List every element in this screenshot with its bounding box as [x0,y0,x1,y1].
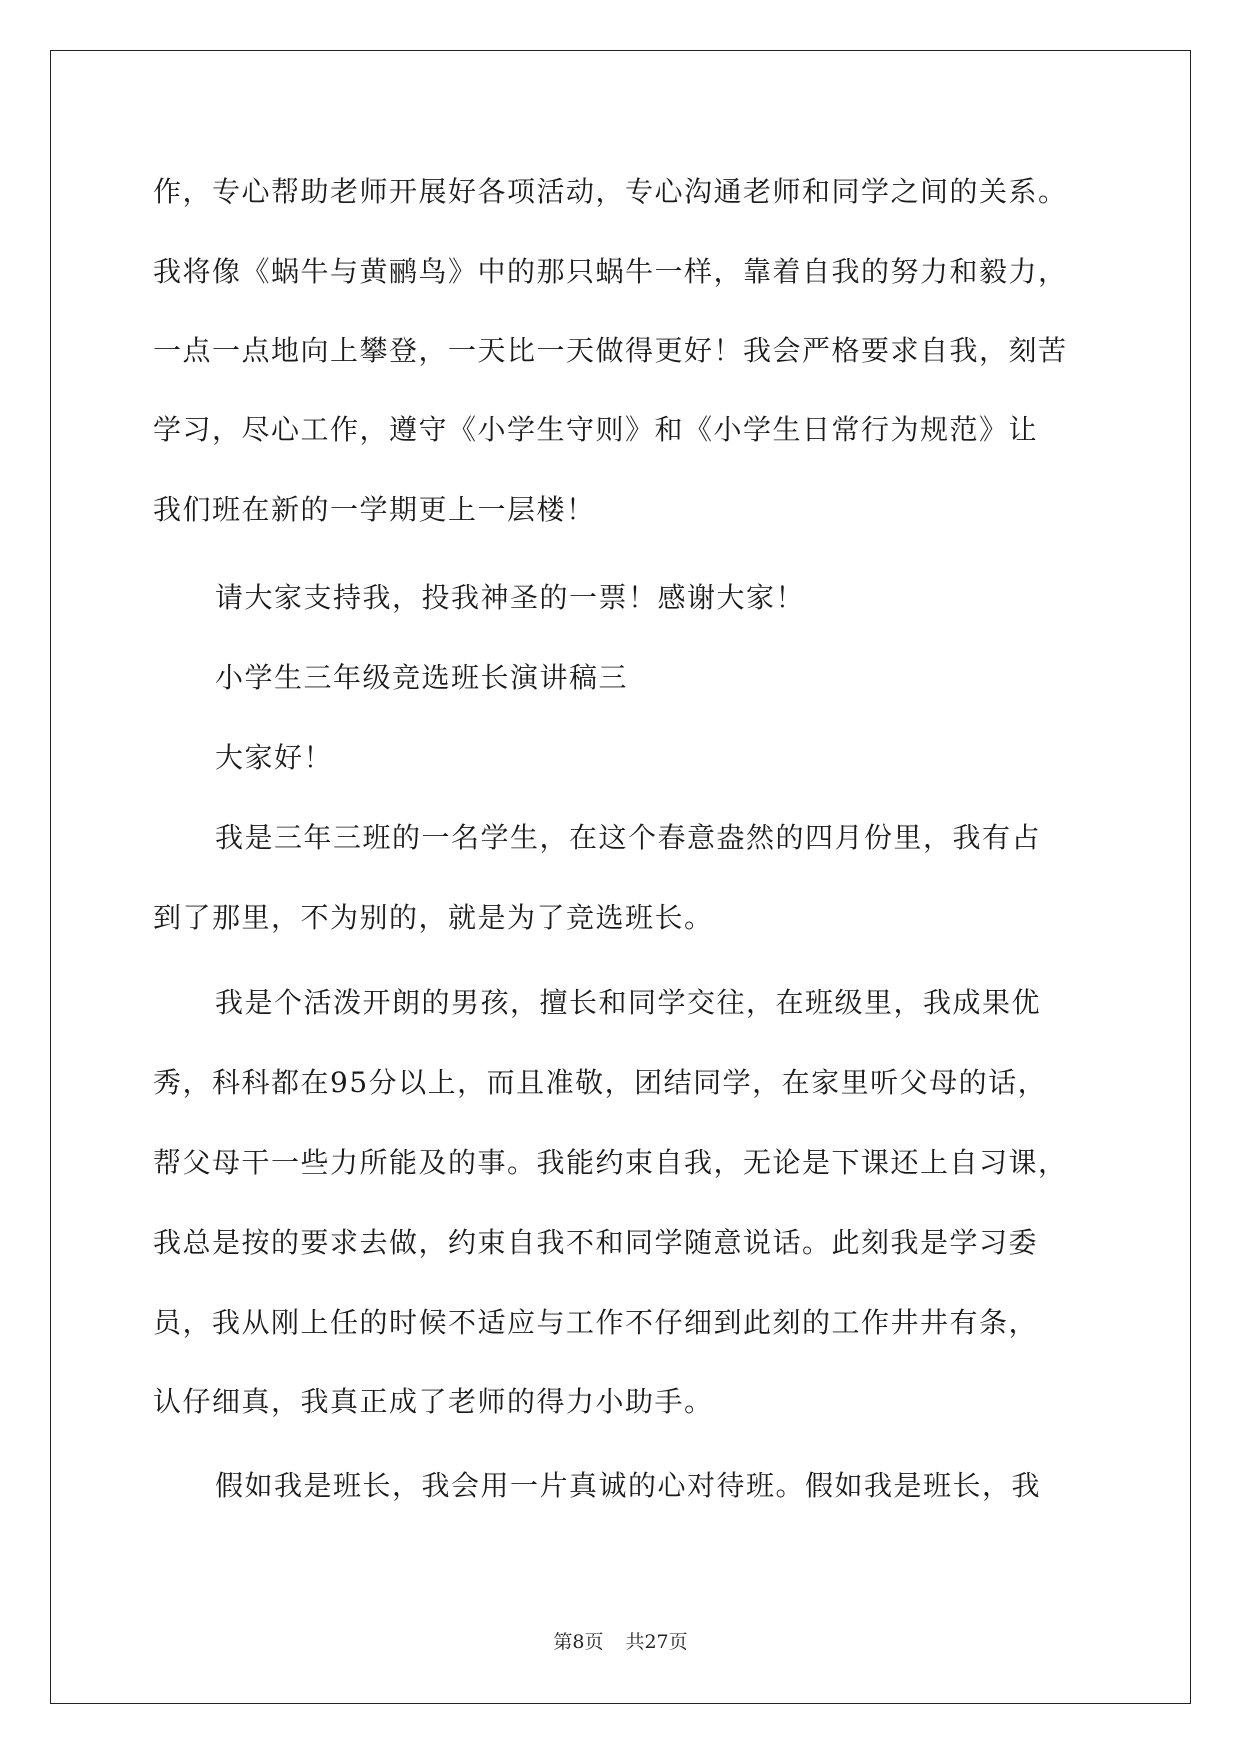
page-number-current: 第8页 [553,1631,604,1653]
paragraph-line: 我总是按的要求去做，约束自我不和同学随意说话。此刻我是学习委 [153,1226,1039,1259]
paragraph-line: 我是三年三班的一名学生，在这个春意盎然的四月份里，我有占 [215,821,1042,854]
paragraph-line: 作，专心帮助老师开展好各项活动，专心沟通老师和同学之间的关系。 [153,175,1068,208]
page-border [50,50,1191,1704]
paragraph-line: 请大家支持我，投我神圣的一票！感谢大家！ [215,581,806,614]
paragraph-line: 到了那里，不为别的，就是为了竞选班长。 [153,901,714,934]
paragraph-line: 假如我是班长，我会用一片真诚的心对待班。假如我是班长，我 [215,1469,1042,1502]
page-footer [0,1630,1241,1654]
paragraph-line: 一点一点地向上攀登，一天比一天做得更好！我会严格要求自我，刻苦 [153,334,1068,367]
paragraph-line: 员，我从刚上任的时候不适应与工作不仔细到此刻的工作井井有条， [153,1306,1039,1339]
page-number-total: 共27页 [625,1631,688,1653]
section-heading: 小学生三年级竞选班长演讲稿三 [215,661,629,694]
paragraph-line: 认仔细真，我真正成了老师的得力小助手。 [153,1385,714,1418]
paragraph-line: 秀，科科都在95分以上，而且准敬，团结同学，在家里听父母的话， [153,1066,1048,1099]
paragraph-line: 我是个活泼开朗的男孩，擅长和同学交往，在班级里，我成果优 [215,986,1042,1019]
paragraph-line: 我们班在新的一学期更上一层楼！ [153,493,596,526]
greeting-line: 大家好！ [215,741,334,774]
paragraph-line: 学习，尽心工作，遵守《小学生守则》和《小学生日常行为规范》让 [153,413,1039,446]
paragraph-line: 帮父母干一些力所能及的事。我能约束自我，无论是下课还上自习课， [153,1146,1068,1179]
paragraph-line: 我将像《蜗牛与黄鹂鸟》中的那只蜗牛一样，靠着自我的努力和毅力， [153,255,1068,288]
